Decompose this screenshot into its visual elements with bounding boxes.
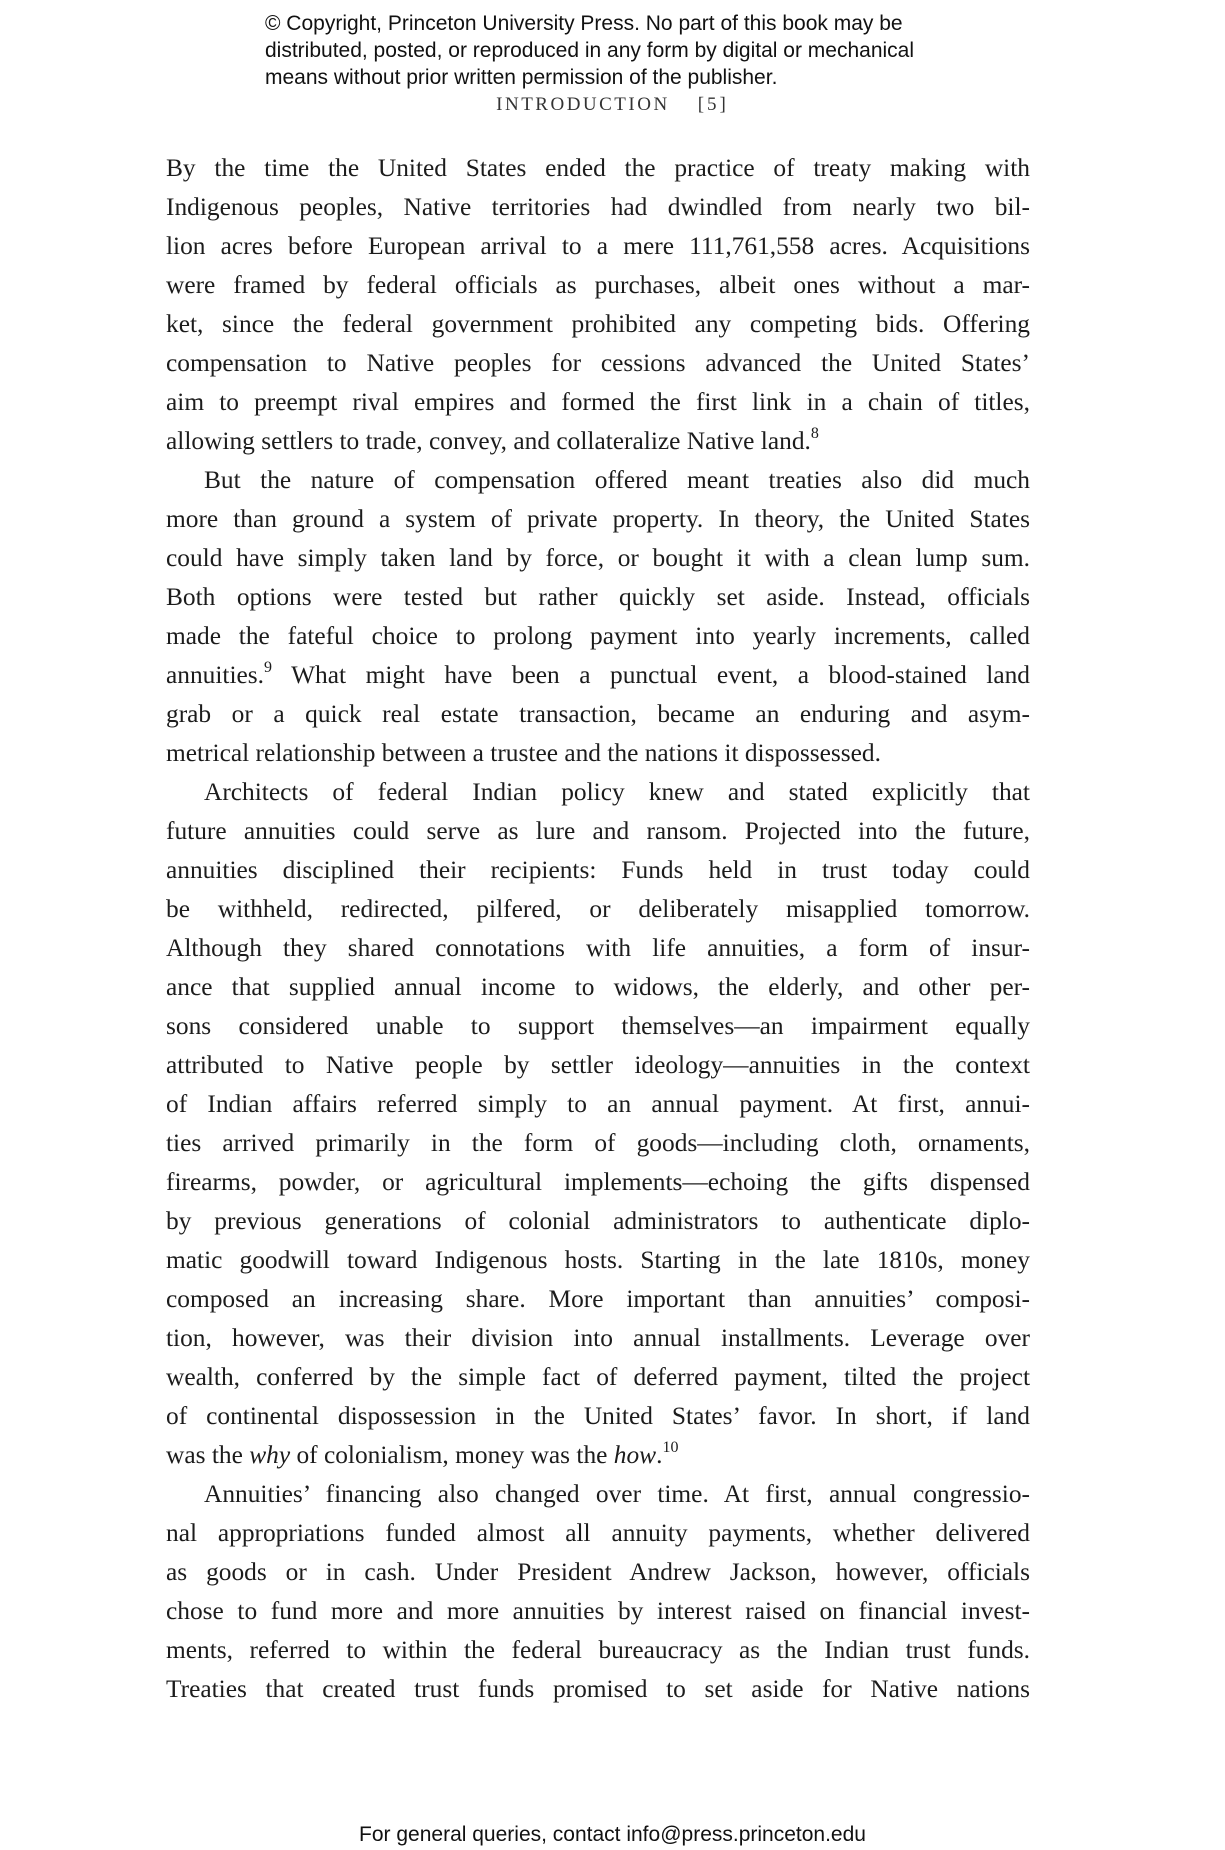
text-line: of Indian affairs referred simply to an annual payment. At first, annui- bbox=[166, 1090, 1030, 1118]
running-head-title: INTRODUCTION bbox=[496, 94, 670, 115]
text-fragment: of colonialism, money was the bbox=[290, 1441, 614, 1469]
text-line: compensation to Native peoples for cessions advanced the United States’ bbox=[166, 349, 1030, 377]
text-line: of continental dispossession in the United States’ favor. In short, if land bbox=[166, 1402, 1030, 1430]
text-line: be withheld, redirected, pilfered, or deliberately misapplied tomorrow. bbox=[166, 895, 1030, 923]
text-line: Both options were tested but rather quickly set aside. Instead, officials bbox=[166, 583, 1030, 611]
text-fragment: allowing settlers to trade, convey, and collateralize Native land. bbox=[166, 427, 811, 455]
paragraph bbox=[166, 461, 1030, 773]
footnote-marker: 10 bbox=[662, 1439, 679, 1456]
text-line: as goods or in cash. Under President Andrew Jackson, however, officials bbox=[166, 1558, 1030, 1586]
copyright-notice bbox=[265, 10, 1025, 91]
text-line: nal appropriations funded almost all annuity payments, whether delivered bbox=[166, 1519, 1030, 1547]
text-line: future annuities could serve as lure and ransom. Projected into the future, bbox=[166, 817, 1030, 845]
copyright-line: © Copyright, Princeton University Press. No part of this book may be bbox=[265, 12, 903, 35]
text-fragment: was the bbox=[166, 1441, 250, 1469]
copyright-line: distributed, posted, or reproduced in any form by digital or mechanical bbox=[265, 39, 915, 62]
text-line: wealth, conferred by the simple fact of deferred payment, tilted the project bbox=[166, 1363, 1030, 1391]
text-fragment: What might have been a punctual event, a blood-stained land bbox=[272, 661, 1030, 689]
text-line: grab or a quick real estate transaction, became an enduring and asym- bbox=[166, 700, 1030, 728]
text-fragment: . bbox=[656, 1441, 663, 1469]
text-line bbox=[166, 656, 1030, 695]
text-line: attributed to Native people by settler ideology—annuities in the context bbox=[166, 1051, 1030, 1079]
footnote-marker: 8 bbox=[810, 425, 819, 442]
copyright-line: means without prior written permission of the publisher. bbox=[265, 66, 778, 89]
text-line: metrical relationship between a trustee and the nations it dispossessed. bbox=[166, 739, 881, 767]
text-line: firearms, powder, or agricultural implements—echoing the gifts dispensed bbox=[166, 1168, 1030, 1196]
text-line: Annuities’ financing also changed over time. At first, annual congressio- bbox=[204, 1480, 1030, 1508]
text-line: more than ground a system of private property. In theory, the United States bbox=[166, 505, 1030, 533]
body-text bbox=[166, 149, 1030, 1709]
text-line: sons considered unable to support themselves—an impairment equally bbox=[166, 1012, 1030, 1040]
text-line: ments, referred to within the federal bureaucracy as the Indian trust funds. bbox=[166, 1636, 1030, 1664]
paragraph bbox=[166, 773, 1030, 1475]
text-line: matic goodwill toward Indigenous hosts. Starting in the late 1810s, money bbox=[166, 1246, 1030, 1274]
text-line: Indigenous peoples, Native territories had dwindled from nearly two bil- bbox=[166, 193, 1030, 221]
text-fragment: annuities. bbox=[166, 661, 265, 689]
text-line: But the nature of compensation offered meant treaties also did much bbox=[204, 466, 1030, 494]
footer-contact: For general queries, contact info@press.princeton.edu bbox=[359, 1823, 866, 1846]
text-line: were framed by federal officials as purchases, albeit ones without a mar- bbox=[166, 271, 1030, 299]
text-line: tion, however, was their division into annual installments. Leverage over bbox=[166, 1324, 1030, 1352]
text-line: Architects of federal Indian policy knew and stated explicitly that bbox=[204, 778, 1030, 806]
text-line: could have simply taken land by force, or bought it with a clean lump sum. bbox=[166, 544, 1030, 572]
text-line: Although they shared connotations with life annuities, a form of insur- bbox=[166, 934, 1030, 962]
page-number: [5] bbox=[697, 94, 729, 115]
text-line: ance that supplied annual income to widows, the elderly, and other per- bbox=[166, 973, 1030, 1001]
text-line: ket, since the federal government prohibited any competing bids. Offering bbox=[166, 310, 1030, 338]
footnote-marker: 9 bbox=[264, 659, 273, 676]
text-line: annuities disciplined their recipients: Funds held in trust today could bbox=[166, 856, 1030, 884]
text-line: aim to preempt rival empires and formed the first link in a chain of titles, bbox=[166, 388, 1030, 416]
running-head bbox=[0, 94, 1225, 116]
text-line: by previous generations of colonial administrators to authenticate diplo- bbox=[166, 1207, 1030, 1235]
text-line: made the fateful choice to prolong payment into yearly increments, called bbox=[166, 622, 1030, 650]
text-line: chose to fund more and more annuities by interest raised on financial invest- bbox=[166, 1597, 1030, 1625]
text-line: By the time the United States ended the practice of treaty making with bbox=[166, 154, 1030, 182]
paragraph bbox=[166, 149, 1030, 461]
text-line: composed an increasing share. More important than annuities’ composi- bbox=[166, 1285, 1030, 1313]
emphasis: why bbox=[249, 1441, 291, 1469]
text-line: ties arrived primarily in the form of goods—including cloth, ornaments, bbox=[166, 1129, 1030, 1157]
text-line: lion acres before European arrival to a mere 111,761,558 acres. Acquisitions bbox=[166, 232, 1030, 260]
text-line bbox=[166, 422, 1030, 461]
text-line bbox=[166, 1436, 1030, 1475]
paragraph bbox=[166, 1475, 1030, 1709]
emphasis: how bbox=[613, 1441, 657, 1469]
text-line: Treaties that created trust funds promised to set aside for Native nations bbox=[166, 1675, 1030, 1703]
